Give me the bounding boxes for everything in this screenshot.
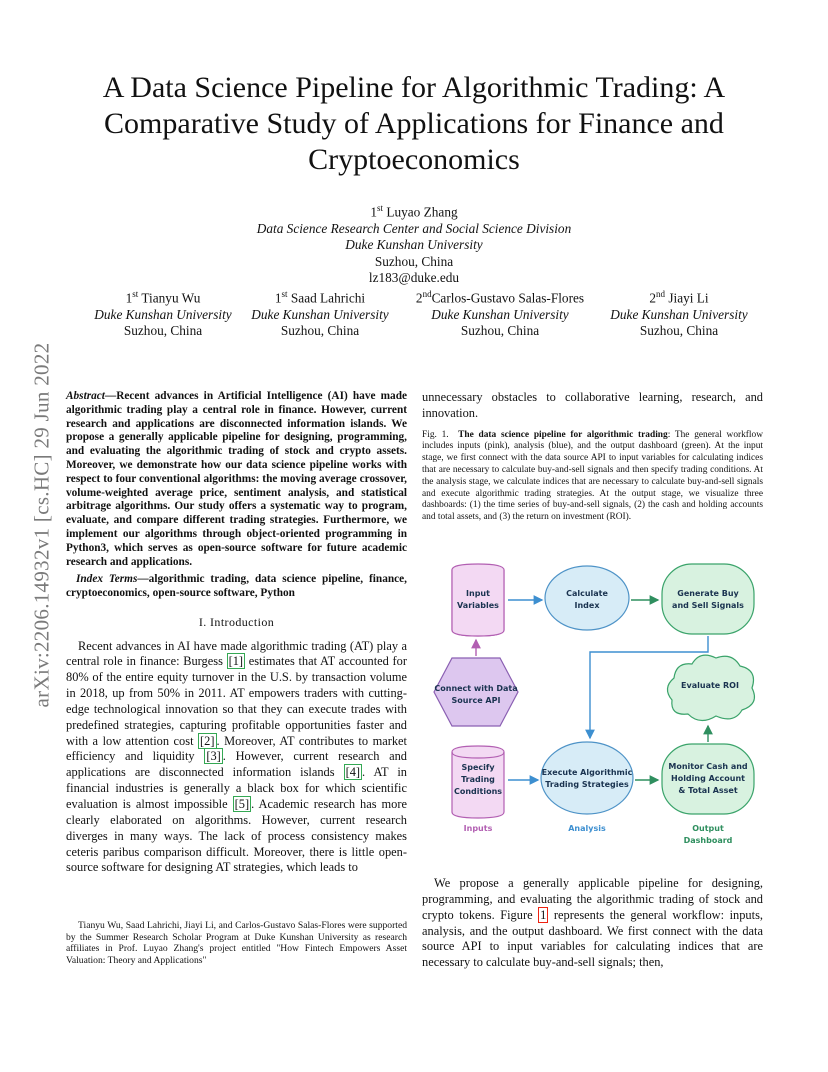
stage-label-output: Dashboard [683, 836, 733, 845]
pipeline-diagram [430, 560, 770, 860]
citation-link[interactable]: [5] [234, 796, 250, 811]
node-label: & Total Asset [678, 786, 738, 795]
generate-signals-node [662, 564, 754, 634]
footnote: Tianyu Wu, Saad Lahrichi, Jiayi Li, and Carlos-Gustavo Salas-Flores were supported by the Summer Research Scholar Program at Duke Kunshan University as research affiliates in Prof. Luyao Zhang's project entitled "How Fintech Empowers Asset Valuation: Theory and Applications" [66, 920, 407, 966]
stage-label-output: Output [692, 824, 724, 833]
paper-title: A Data Science Pipeline for Algorithmic Trading: A Comparative Study of Applications for Finance and Cryptoeconomics [102, 71, 726, 176]
monitor-cash-node [662, 744, 754, 814]
node-label: Source API [451, 696, 501, 705]
node-label: Index [574, 601, 600, 610]
abstract: Abstract—Recent advances in Artificial Intelligence (AI) have made algorithmic trading play a central role in finance. However, current research and applications are disconnected information islands. We propose a generally applicable pipeline for designing, programming, and evaluating the algorithmic trading of stock and crypto assets. Moreover, we demonstrate how our data science pipeline works with respect to four conventional algorithms: the moving average crossover, volume-weighted average price, sentiment analysis, and statistical arbitrage algorithms. Our study offers a systematic way to program, evaluate, and compare different trading strategies. Furthermore, we implement our algorithms through object-oriented programming in Python3, which serves as open-source software for future academic research and applications. [66, 390, 407, 568]
main-author: 1st Luyao Zhang Data Science Research Center and Social Science Division Duke Kunshan University Suzhou, China lz183@duke.edu [256, 203, 572, 286]
figure-ref-link[interactable]: 1 [540, 907, 547, 922]
figure-caption: Fig. 1. The data science pipeline for algorithmic trading: The general workflow includes inputs (pink), analysis (blue), and the output dashboard (green). At the input stage, we first connect with the data source API to input variables for calculating indices that are necessary to calculate buy-and-sell signals and then specify trading conditions. At the analysis stage, we calculate indices that are necessary to calculate buy-and-sell signals and execute algorithmic trading strategies. At the output stage, we visualize three dashboards: (1) the time series of buy-and-sell signals, (2) the cash and holding accounts and total assets, and (3) the return on investment (ROI). [422, 429, 763, 523]
node-label: Monitor Cash and [668, 762, 748, 771]
node-label: Holding Account [671, 774, 745, 783]
node-label: Generate Buy [677, 589, 739, 598]
citation-link[interactable]: [4] [345, 765, 361, 780]
index-terms: Index Terms—algorithmic trading, data science pipeline, finance, cryptoeconomics, open-source software, Python [66, 573, 407, 600]
execute-strategies-node [541, 742, 633, 814]
paragraph: We propose a generally applicable pipeline for designing, programming, and evaluating the algorithmic trading of stock and crypto tokens. Figure 1 represents the general workflow: inputs, analysis, and the output dashboard. We first connect with the data source API to input variables for calculating indices that are necessary to calculate buy-and-sell signals; then, [422, 876, 763, 970]
specify-trading-node [452, 746, 504, 818]
node-label: and Sell Signals [672, 601, 744, 610]
citation-link[interactable]: [1] [228, 654, 244, 669]
intro-paragraph: Recent advances in AI have made algorithmic trading (AT) play a central role in finance: Burgess [1] estimates that AT accounted for 80% of the entire equity turnover in the U.S. by transaction volume in 2018, up from 50% in 2011. AT empowers traders with cutting-edge technological innovation so that they can execute trades with predefined strategies, capturing profitable opportunities faster and with a low attention cost [2] . Moreover, AT contributes to market efficiency and liquidity [3] . However, current research and applications are disconnected information islands [4] . AT in financial industries is generally a black box for which scientific evaluation is almost impossible [5] . Academic research has more clearly elaborated on algorithms. However, current research diverges in many ways. The lack of process consistency makes ceteris paribus comparison difficult. Moreover, there is little open-source software for designing AT strategies, which leads to [66, 638, 407, 875]
citation-link[interactable]: [2] [200, 733, 215, 748]
node-label: Calculate [566, 589, 608, 598]
arxiv-stamp: arXiv:2206.14932v1 [cs.HC] 29 Jun 2022 [29, 342, 54, 708]
connect-api-node [434, 658, 518, 726]
evaluate-roi-node [667, 655, 754, 720]
stage-label-analysis: Analysis [568, 824, 606, 833]
stage-label-inputs: Inputs [463, 824, 493, 833]
node-label: Variables [457, 601, 499, 610]
author-block: 1st Saad Lahrichi Duke Kunshan University Suzhou, China [251, 289, 389, 339]
citation-link[interactable]: [3] [206, 749, 221, 764]
input-variables-node [452, 564, 504, 636]
node-label: Specify [461, 763, 495, 772]
node-label: Trading [461, 775, 495, 784]
section-heading: I. Introduction [198, 614, 275, 629]
node-label: Evaluate ROI [681, 681, 739, 690]
node-label: Input [466, 589, 490, 598]
node-label: Conditions [453, 787, 503, 796]
author-block: 1st Tianyu Wu Duke Kunshan University Suzhou, China [94, 289, 232, 339]
node-label: Execute Algorithmic [541, 768, 633, 777]
node-label: Connect with Data [434, 684, 518, 693]
author-block: 2ndCarlos-Gustavo Salas-Flores Duke Kunshan University Suzhou, China [415, 289, 585, 339]
left-column [66, 390, 407, 876]
paragraph: unnecessary obstacles to collaborative learning, research, and innovation. [422, 390, 763, 420]
calculate-index-node [545, 566, 629, 630]
author-block: 2nd Jiayi Li Duke Kunshan University Suzhou, China [610, 289, 748, 339]
right-column [422, 390, 763, 524]
right-column-bottom [422, 876, 763, 971]
node-label: Trading Strategies [545, 780, 629, 789]
